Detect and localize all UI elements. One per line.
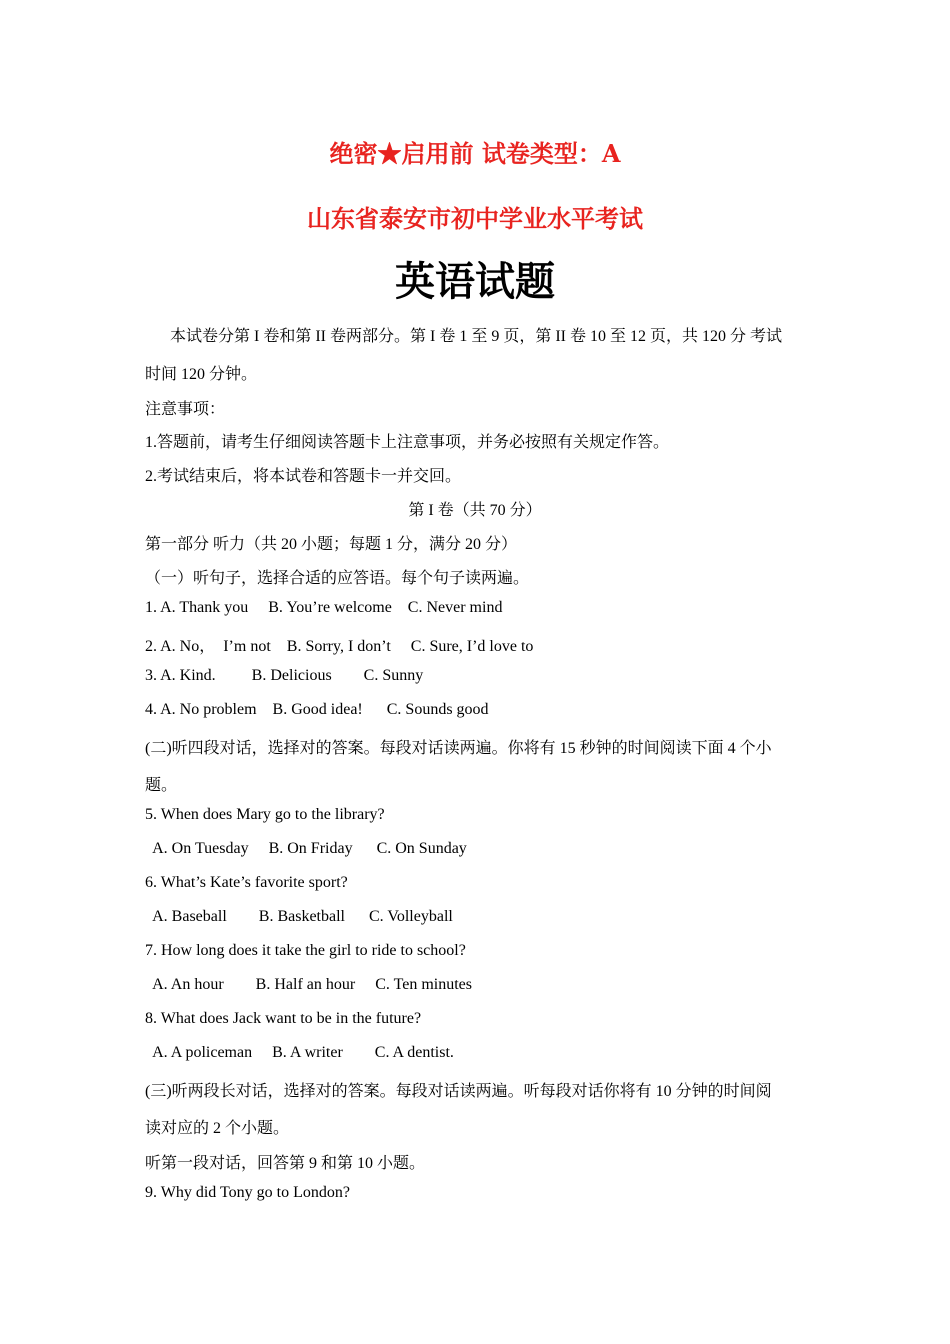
question-4: 4. A. No problem B. Good idea! C. Sounds good xyxy=(145,701,489,718)
note-1: 1.答题前，请考生仔细阅读答题卡上注意事项，并务必按照有关规定作答。 xyxy=(145,434,670,451)
question-1: 1. A. Thank you B. You’re welcome C. Never mind xyxy=(145,599,503,616)
intro-line-2: 时间 120 分钟。 xyxy=(145,366,258,383)
question-9: 9. Why did Tony go to London? xyxy=(145,1184,350,1201)
exam-name: 山东省泰安市初中学业水平考试 xyxy=(307,204,643,233)
intro-line-1: 本试卷分第 I 卷和第 II 卷两部分。第 I 卷 1 至 9 页，第 II 卷 10 至 12 页，共 120 分 考试 xyxy=(170,328,782,345)
question-7: 7. How long does it take the girl to ride to school? xyxy=(145,942,466,959)
question-7-options: A. An hour B. Half an hour C. Ten minutes xyxy=(145,976,473,993)
section3-instructions-2: 读对应的 2 个小题。 xyxy=(145,1120,290,1137)
volume-title: 第 I 卷（共 70 分） xyxy=(408,502,542,519)
page-title: 英语试题 xyxy=(395,258,555,305)
section2-instructions-1: (二)听四段对话，选择对的答案。每段对话读两遍。你将有 15 秒钟的时间阅读下面 4 个小 xyxy=(145,740,772,757)
section1-instructions: （一）听句子，选择合适的应答语。每个句子读两遍。 xyxy=(145,570,530,587)
question-5: 5. When does Mary go to the library? xyxy=(145,806,385,823)
question-6-options: A. Baseball B. Basketball C. Volleyball xyxy=(145,908,453,925)
question-6: 6. What’s Kate’s favorite sport? xyxy=(145,874,348,891)
question-2: 2. A. No， I’m not B. Sorry, I don’t C. Sure, I’d love to xyxy=(145,638,534,655)
notes-title: 注意事项： xyxy=(145,401,226,418)
question-3: 3. A. Kind. B. Delicious C. Sunny xyxy=(145,667,424,684)
dialog1-instructions: 听第一段对话，回答第 9 和第 10 小题。 xyxy=(145,1155,426,1172)
question-8-options: A. A policeman B. A writer C. A dentist. xyxy=(145,1044,454,1061)
part1-title: 第一部分 听力（共 20 小题；每题 1 分，满分 20 分） xyxy=(145,536,518,553)
section3-instructions-1: (三)听两段长对话，选择对的答案。每段对话读两遍。听每段对话你将有 10 分钟的时间阅 xyxy=(145,1083,772,1100)
section2-instructions-2: 题。 xyxy=(145,777,178,794)
question-5-options: A. On Tuesday B. On Friday C. On Sunday xyxy=(145,840,467,857)
question-8: 8. What does Jack want to be in the future? xyxy=(145,1010,422,1027)
note-2: 2.考试结束后，将本试卷和答题卡一并交回。 xyxy=(145,468,462,485)
secret-label: 绝密★启用前 试卷类型：A xyxy=(329,139,621,168)
